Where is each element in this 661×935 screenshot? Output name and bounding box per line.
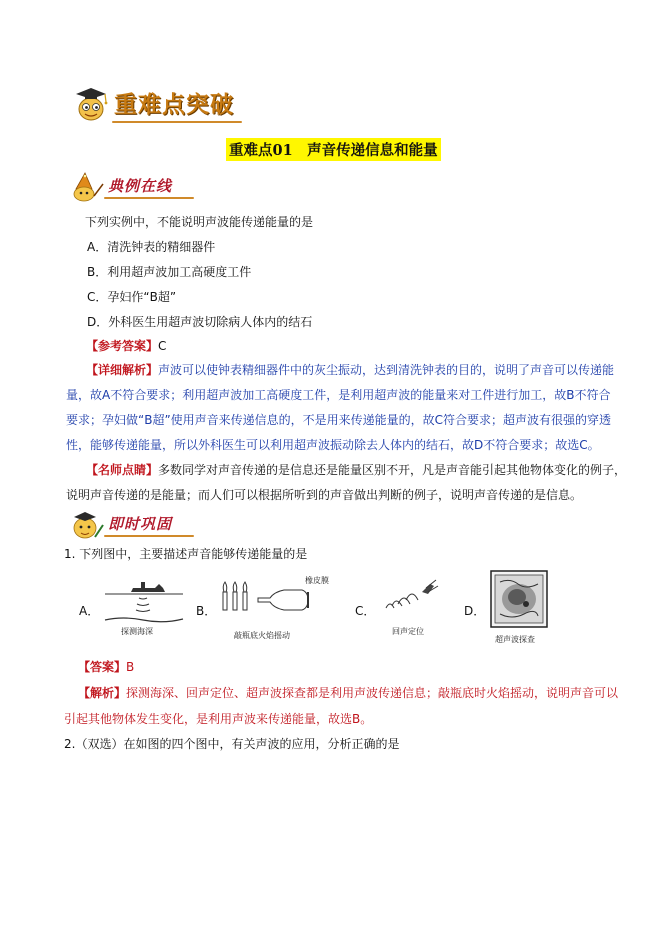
example-answer-value: C (158, 339, 167, 353)
q1-label-d: D． (464, 604, 486, 618)
main-banner (72, 84, 242, 124)
q1-answer (78, 658, 134, 675)
q1-answer-value: B (126, 660, 135, 674)
q1-figure-c-echolocation (378, 578, 442, 620)
q1-answer-tag: 【答案】 (78, 660, 127, 674)
q1-analysis-text-1: 探测海深、回声定位、超声波探查都是利用声波传递信息；敲瓶底时火焰摇动，说明声音可以 (126, 686, 619, 700)
example-tip-line-2: 说明声音传递的是能量；而人们可以根据所听到的声音做出判断的例子，说明声音传递的是信息。 (66, 488, 583, 502)
example-option-a: A．清洗钟表的精细器件 (87, 240, 216, 254)
example-analysis-line-4: 性，能够传递能量，所以外科医生可以利用超声波振动除去人体内的结石，故D不符合要求；故选C。 (66, 438, 600, 452)
q1-figure-a-depth-sounding (103, 576, 185, 626)
example-banner (70, 172, 194, 202)
q1-figure-b-candle-bottle (218, 578, 318, 620)
mascot-wizard-icon (70, 172, 104, 202)
example-answer (86, 337, 166, 354)
q1-caption-b: 敲瓶底火焰摇动 (234, 631, 290, 640)
example-analysis-line-2: 量，故A不符合要求；利用超声波加工高硬度工件，是利用超声波的能量来对工件进行加工，故B不符合 (66, 388, 611, 402)
example-tip-line-1 (86, 461, 626, 478)
practice-banner-underline (104, 535, 194, 537)
mascot-graduate-icon (72, 84, 110, 124)
q1-analysis-tag: 【解析】 (78, 686, 127, 700)
example-analysis-line-1 (86, 361, 614, 378)
example-option-b: B．利用超声波加工高硬度工件 (87, 265, 252, 279)
q1-analysis-line-1 (78, 684, 618, 701)
example-tip-text-1: 多数同学对声音传递的是信息还是能量区别不开，凡是声音能引起其他物体变化的例子， (158, 463, 627, 477)
example-banner-underline (104, 197, 194, 199)
practice-banner-title: 即时巩固 (108, 515, 173, 533)
example-banner-title: 典例在线 (108, 177, 173, 195)
example-option-d: D．外科医生用超声波切除病人体内的结石 (87, 315, 313, 329)
topic-title: 重难点01 声音传递信息和能量 (226, 138, 441, 161)
q1-membrane-label: 橡皮膜 (305, 576, 329, 585)
q2-stem: 2.（双选）在如图的四个图中，有关声波的应用，分析正确的是 (64, 737, 400, 751)
q1-label-b: B． (196, 604, 217, 618)
example-analysis-tag: 【详细解析】 (86, 363, 159, 377)
example-option-c: C．孕妇作“B超” (87, 290, 177, 304)
q1-stem: 1. 下列图中，主要描述声音能够传递能量的是 (64, 547, 308, 561)
example-analysis-line-3: 要求；孕妇做“B超”使用声音来传递信息的，不是用来传递能量的，故C符合要求；超声波有很强的穿透 (66, 413, 612, 427)
q1-analysis-line-2: 引起其他物体发生变化，是利用声波来传递能量，故选B。 (64, 712, 373, 726)
mascot-pencil-icon (70, 509, 104, 541)
example-answer-tag: 【参考答案】 (86, 339, 159, 353)
q1-caption-d: 超声波探查 (495, 635, 535, 644)
q1-label-a: A． (79, 604, 100, 618)
example-analysis-text-1: 声波可以使钟表精细器件中的灰尘振动，达到清洗钟表的目的，说明了声音可以传递能 (158, 363, 615, 377)
main-banner-title: 重难点突破 (114, 90, 234, 118)
practice-banner (70, 509, 194, 541)
example-tip-tag: 【名师点睛】 (86, 463, 159, 477)
example-question: 下列实例中，不能说明声波能传递能量的是 (85, 215, 314, 229)
q1-label-c: C． (355, 604, 376, 618)
q1-caption-c: 回声定位 (392, 627, 424, 636)
q1-caption-a: 探测海深 (121, 627, 153, 636)
main-banner-underline (112, 121, 242, 123)
q1-figure-d-ultrasound-scan (490, 570, 548, 628)
